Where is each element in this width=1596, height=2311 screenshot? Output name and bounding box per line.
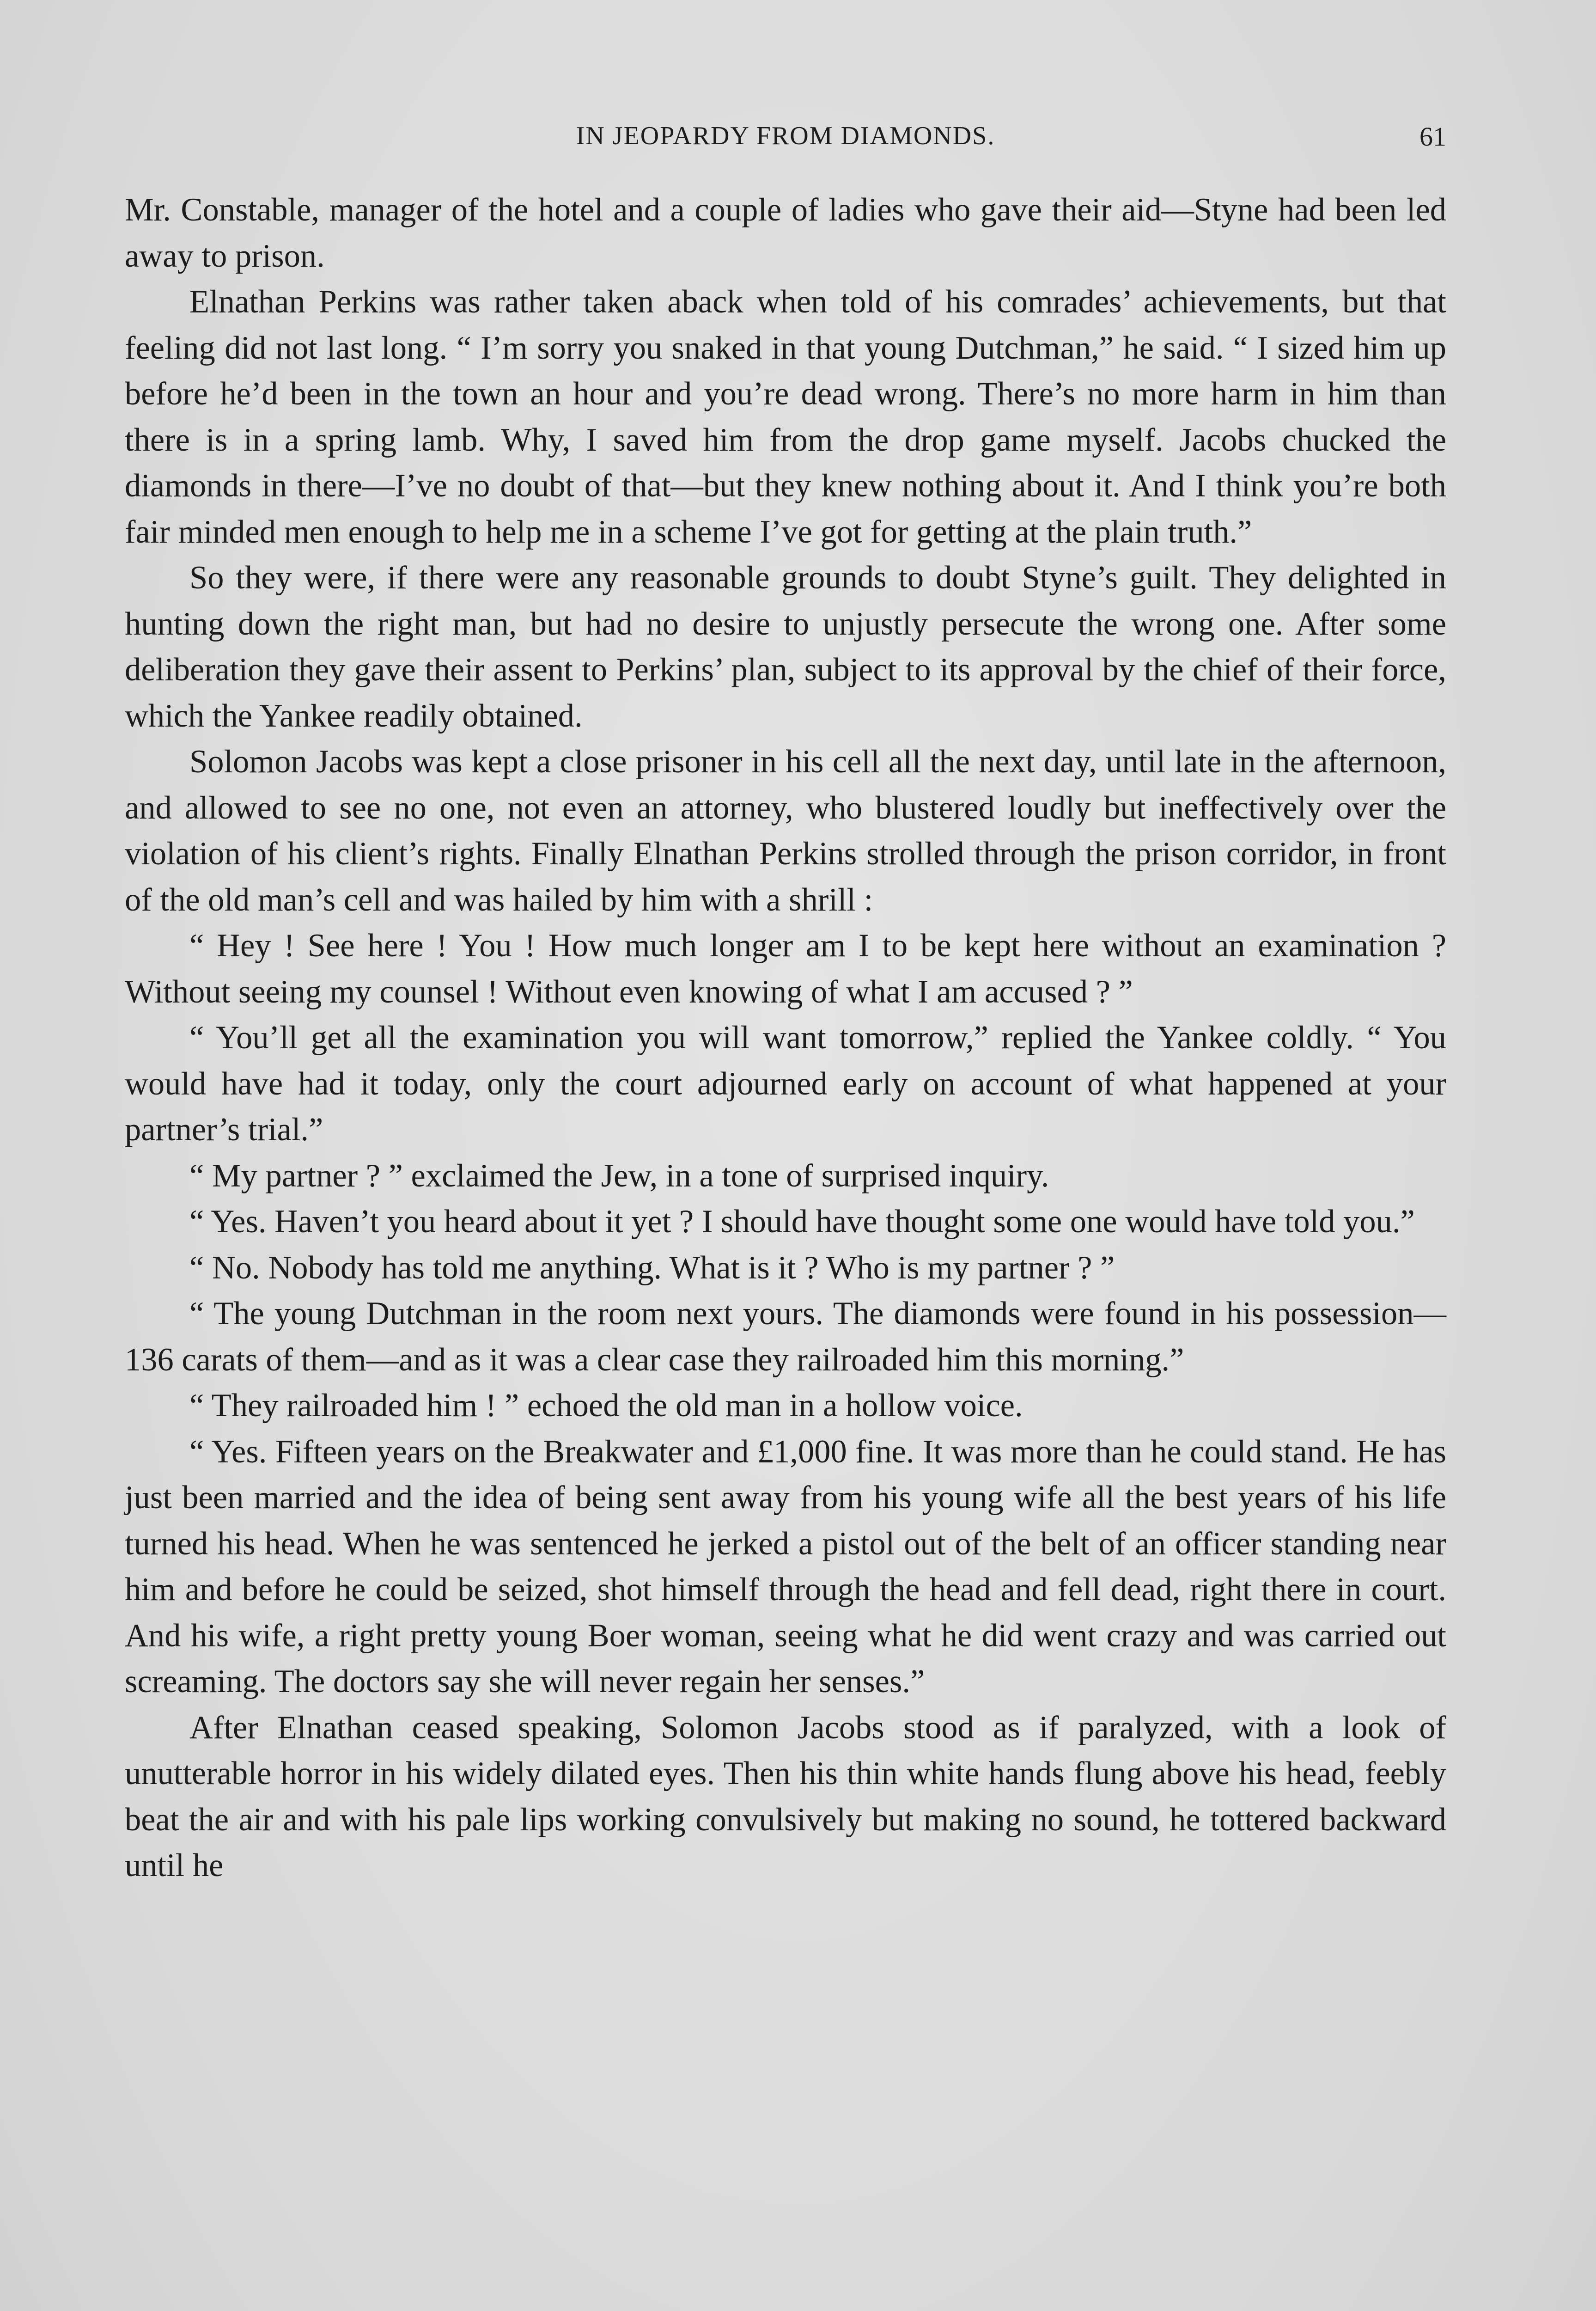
- body-text: [125, 187, 1446, 1889]
- paragraph: Mr. Constable, manager of the hotel and a couple of ladies who gave their aid—Styne had been led away to prison.: [125, 192, 1446, 274]
- paragraph: Elnathan Perkins was rather taken aback when told of his comrades’ achievements, but that feeling did not last long. “ I’m sorry you snaked in that young Dutchman,” he said. “ I sized him up before he’d been in the town an hour and you’re dead wrong. There’s no more harm in him than there is in a spring lamb. Why, I saved him from the drop game myself. Jacobs chucked the diamonds in there—I’ve no doubt of that—but they knew nothing about it. And I think you’re both fair minded men enough to help me in a scheme I’ve got for getting at the plain truth.”: [125, 284, 1446, 550]
- paragraph: “ Yes. Haven’t you heard about it yet ? I should have thought some one would have told you.”: [189, 1204, 1415, 1240]
- page-header: [125, 121, 1446, 163]
- running-title: IN JEOPARDY FROM DIAMONDS.: [576, 122, 995, 150]
- paragraph: “ My partner ? ” exclaimed the Jew, in a tone of surprised inquiry.: [189, 1157, 1049, 1194]
- paragraph: “ They railroaded him ! ” echoed the old man in a hollow voice.: [189, 1388, 1023, 1424]
- paragraph: “ You’ll get all the examination you will want tomorrow,” replied the Yankee coldly. “ You would have had it today, only the court adjourned early on account of what happened at your partner’s trial.”: [125, 1020, 1446, 1148]
- paragraph: “ No. Nobody has told me anything. What is it ? Who is my partner ? ”: [189, 1249, 1115, 1286]
- paragraph: Solomon Jacobs was kept a close prisoner in his cell all the next day, until late in the afternoon, and allowed to see no one, not even an attorney, who blustered loudly but ineffectively over the violation of his client’s rights. Finally Elnathan Perkins strolled through the prison corridor, in front of the old man’s cell and was hailed by him with a shrill :: [125, 744, 1446, 918]
- paragraph: “ Hey ! See here ! You ! How much longer am I to be kept here without an examination ? Without seeing my counsel ! Without even knowing of what I am accused ? ”: [125, 928, 1446, 1010]
- paragraph: “ The young Dutchman in the room next yours. The diamonds were found in his possession—136 carats of them—and as it was a clear case they railroaded him this morning.”: [125, 1296, 1446, 1378]
- paragraph: “ Yes. Fifteen years on the Breakwater and £1,000 fine. It was more than he could stand. He has just been married and the idea of being sent away from his young wife all the best years of his life turned his head. When he was sentenced he jerked a pistol out of the belt of an officer standing near him and before he could be seized, shot himself through the head and fell dead, right there in court. And his wife, a right pretty young Boer woman, seeing what he did went crazy and was carried out screaming. The doctors say she will never regain her senses.”: [125, 1433, 1446, 1700]
- page-number: 61: [1419, 122, 1446, 152]
- paragraph: So they were, if there were any reasonable grounds to doubt Styne’s guilt. They delighted in hunting down the right man, but had no desire to unjustly persecute the wrong one. After some deliberation they gave their assent to Perkins’ plan, subject to its approval by the chief of their force, which the Yankee readily obtained.: [125, 560, 1446, 734]
- paragraph: After Elnathan ceased speaking, Solomon Jacobs stood as if paralyzed, with a look of unutterable horror in his widely dilated eyes. Then his thin white hands flung above his head, feebly beat the air and with his pale lips working convulsively but making no sound, he tottered backward until he: [125, 1709, 1446, 1883]
